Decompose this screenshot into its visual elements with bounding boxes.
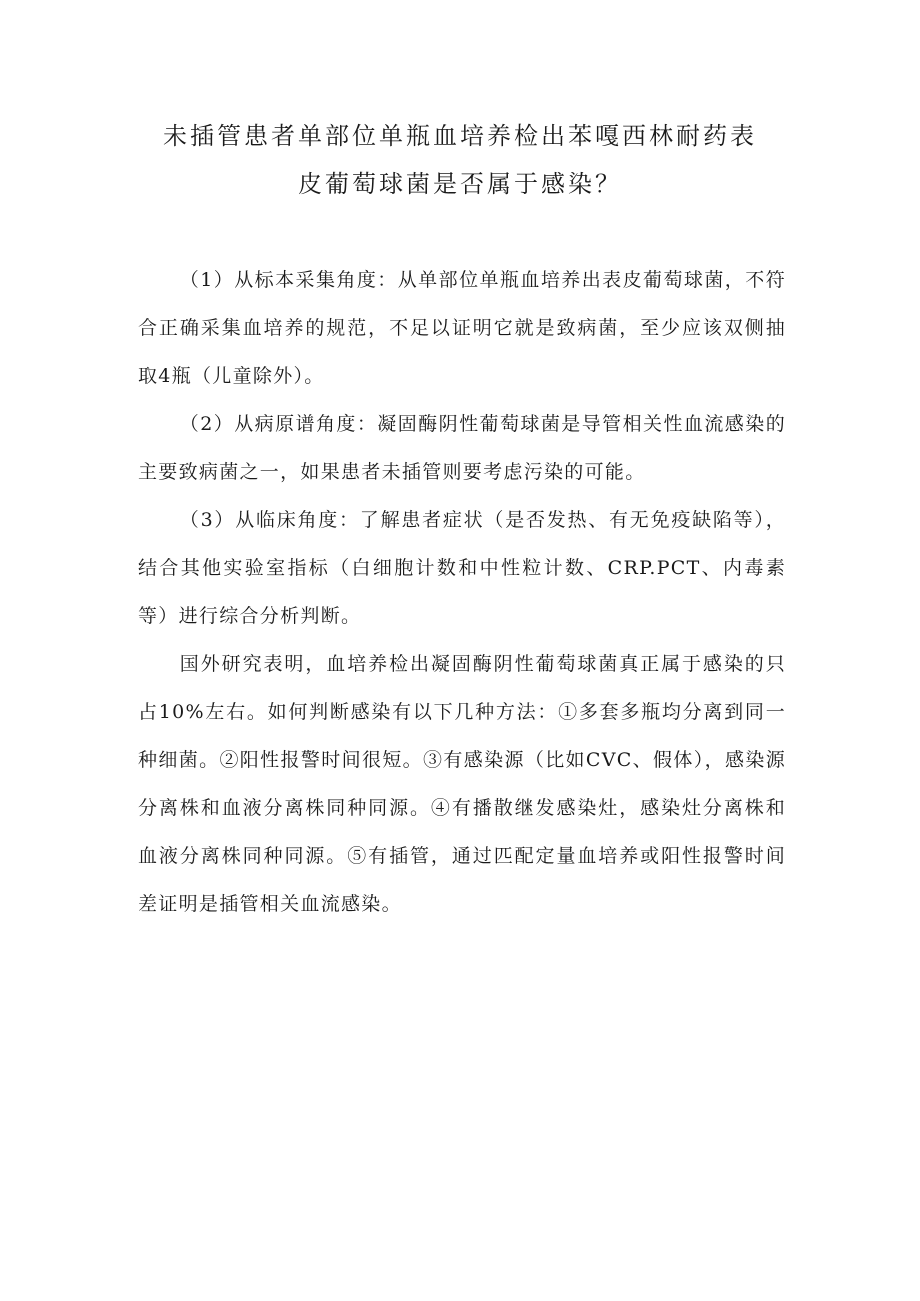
title-line-1: 未插管患者单部位单瓶血培养检出苯嘎西林耐药表 — [163, 122, 757, 150]
document-body — [138, 256, 786, 928]
paragraph-clinical: （3）从临床角度：了解患者症状（是否发热、有无免疫缺陷等），结合其他实验室指标（白细胞计数和中性粒计数、CRP.PCT、内毒素等）进行综合分析判断。 — [138, 509, 786, 627]
paragraph-pathogen-spectrum: （2）从病原谱角度：凝固酶阴性葡萄球菌是导管相关性血流感染的主要致病菌之一，如果患者未插管则要考虑污染的可能。 — [138, 413, 786, 483]
title-line-2: 皮葡萄球菌是否属于感染？ — [298, 170, 622, 198]
document-title — [100, 112, 820, 208]
paragraph-foreign-research: 国外研究表明，血培养检出凝固酶阴性葡萄球菌真正属于感染的只占10%左右。如何判断感染有以下几种方法：①多套多瓶均分离到同一种细菌。②阳性报警时间很短。③有感染源（比如CVC、假体），感染源分离株和血液分离株同种同源。④有播散继发感染灶，感染灶分离株和血液分离株同种同源。⑤有插管，通过匹配定量血培养或阳性报警时间差证明是插管相关血流感染。 — [138, 653, 786, 915]
paragraph-specimen-collection: （1）从标本采集角度：从单部位单瓶血培养出表皮葡萄球菌，不符合正确采集血培养的规范，不足以证明它就是致病菌，至少应该双侧抽取4瓶（儿童除外）。 — [138, 269, 786, 387]
